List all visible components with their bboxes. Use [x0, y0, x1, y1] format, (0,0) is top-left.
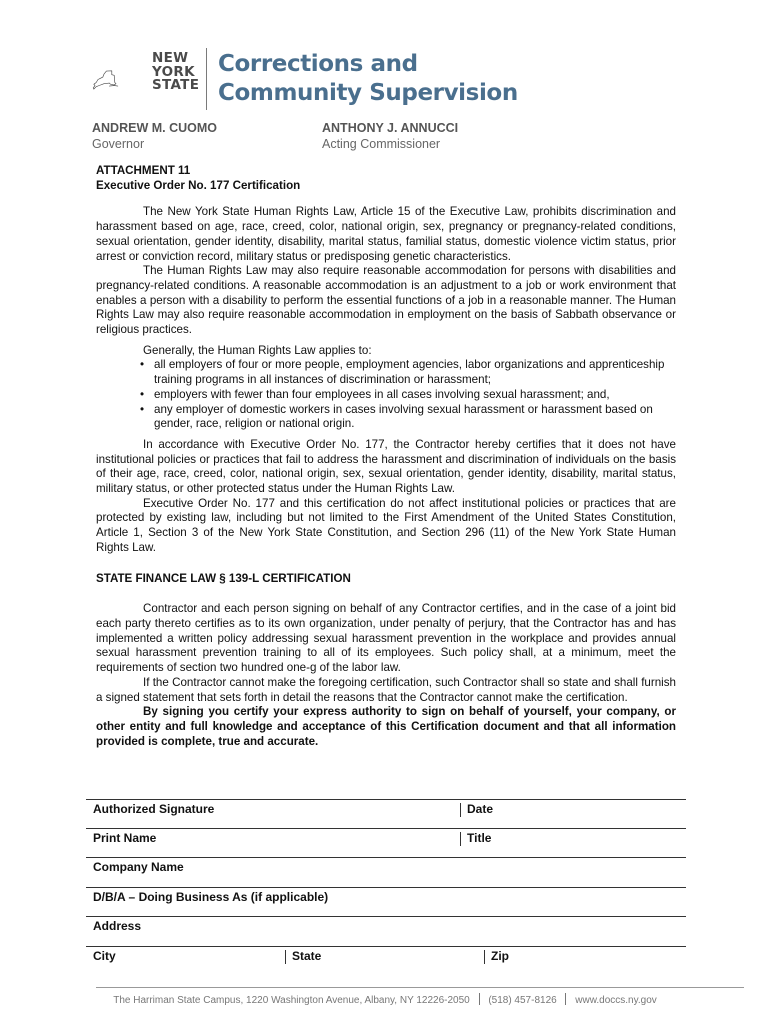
footer-separator [479, 993, 480, 1005]
document-body [96, 164, 676, 749]
field-divider [285, 950, 286, 964]
governor-block [92, 120, 217, 152]
dba-label: D/B/A – Doing Business As (if applicable) [93, 890, 329, 904]
paragraph-human-rights-law: The New York State Human Rights Law, Article 15 of the Executive Law, prohibits discrimination and harassment based on age, race, creed, color, national origin, sex, pregnancy or pregnancy-related conditions, sexual orientation, gender identity, disability, marital status, familial status, domestic violence victim status, prior arrest or conviction record, military status or predisposing genetic characteristics. [96, 205, 676, 263]
logo-divider [206, 48, 207, 110]
paragraph-signing-authority: By signing you certify your express authority to sign on behalf of yourself, your company, or other entity and full knowledge and acceptance of this Certification document and that all information provided is complete, true and accurate. [96, 705, 676, 748]
company-name-row[interactable] [86, 857, 686, 884]
zip-label: Zip [491, 949, 509, 963]
agency-name [218, 50, 518, 108]
list-item: • any employer of domestic workers in cases involving sexual harassment or harassment based on gender, race, religion or national origin. [96, 403, 676, 432]
logo-line-state: STATE [152, 77, 200, 93]
footer [0, 993, 770, 1006]
footer-address: The Harriman State Campus, 1220 Washington Avenue, Albany, NY 12226-2050 [113, 995, 470, 1006]
section-finance-law-title: STATE FINANCE LAW § 139-L CERTIFICATION [96, 571, 351, 585]
city-state-zip-row[interactable] [86, 946, 686, 973]
footer-separator [565, 993, 566, 1005]
address-row[interactable] [86, 916, 686, 943]
attachment-subtitle: Executive Order No. 177 Certification [96, 178, 301, 192]
title-label: Title [467, 831, 492, 845]
footer-website[interactable]: www.doccs.ny.gov [575, 995, 657, 1006]
authorized-signature-label: Authorized Signature [93, 802, 215, 816]
logo-line-york: YORK [152, 63, 195, 80]
governor-name: ANDREW M. CUOMO [92, 121, 217, 135]
city-label: City [93, 949, 116, 963]
list-item: • employers with fewer than four employees in all cases involving sexual harassment; and, [96, 388, 676, 403]
commissioner-name: ANTHONY J. ANNUCCI [322, 121, 459, 135]
paragraph-contractor-certifies: In accordance with Executive Order No. 177, the Contractor hereby certifies that it does not have institutional policies or practices that fail to address the harassment and discrimination of individuals on the basis of their age, race, creed, color, national origin, sex, sexual orientation, gender identity, disability, marital status, military status, or other protected status under the Human Rights Law. [96, 437, 676, 496]
field-divider [460, 803, 461, 817]
paragraph-cannot-certify: If the Contractor cannot make the foregoing certification, such Contractor shall so state and shall furnish a signed statement that sets forth in detail the reasons that the Contractor cannot make the certification. [96, 675, 676, 704]
governor-role: Governor [92, 137, 145, 151]
paragraph-protected-by-law: Executive Order No. 177 and this certification do not affect institutional policies or practices that are protected by existing law, including but not limited to the First Amendment of the United States Constitution, Article 1, Section 3 of the New York State Constitution, and Section 296 (11) of the New York State Human Rights Law. [96, 496, 676, 554]
company-name-label: Company Name [93, 860, 184, 874]
print-name-label: Print Name [93, 831, 157, 845]
field-divider [460, 832, 461, 846]
state-label: State [292, 949, 322, 963]
commissioner-role: Acting Commissioner [322, 137, 441, 151]
signature-row-2[interactable] [86, 828, 686, 855]
paragraph-accommodation: The Human Rights Law may also require reasonable accommodation for persons with disabilities and pregnancy-related conditions. A reasonable accommodation is an adjustment to a job or work environment that enables a person with a disability to perform the essential functions of a job in a reasonable manner. The Human Rights Law may also require reasonable accommodation in employment on the basis of Sabbath observance or religious practices. [96, 264, 676, 337]
footer-divider [96, 987, 744, 988]
applies-to-list [96, 358, 676, 432]
logo-new-york-state-text [152, 52, 199, 93]
commissioner-block [322, 120, 458, 152]
footer-phone: (518) 457-8126 [488, 995, 557, 1006]
paragraph-harassment-policy: Contractor and each person signing on behalf of any Contractor certifies, and in the case of a joint bid each party thereto certifies as to its own organization, under penalty of perjury, that the Contractor has and has implemented a written policy addressing sexual harassment prevention in the workplace and provides annual sexual harassment prevention training to all of its employees. Such policy shall, at a minimum, meet the requirements of section two hundred one-g of the labor law. [96, 602, 676, 675]
attachment-title: ATTACHMENT 11 [96, 164, 191, 177]
signature-row-1[interactable] [86, 799, 686, 826]
logo-line-new: NEW [152, 50, 189, 66]
date-label: Date [467, 802, 494, 816]
agency-line-2: Community Supervision [218, 80, 518, 106]
list-item: • all employers of four or more people, employment agencies, labor organizations and apprenticeship training programs in all instances of discrimination or harassment; [96, 358, 676, 387]
dba-row[interactable] [86, 887, 686, 914]
address-label: Address [93, 919, 142, 933]
agency-line-1: Corrections and [218, 51, 418, 77]
field-divider [484, 950, 485, 964]
paragraph-applies-to: Generally, the Human Rights Law applies to: [143, 343, 372, 357]
